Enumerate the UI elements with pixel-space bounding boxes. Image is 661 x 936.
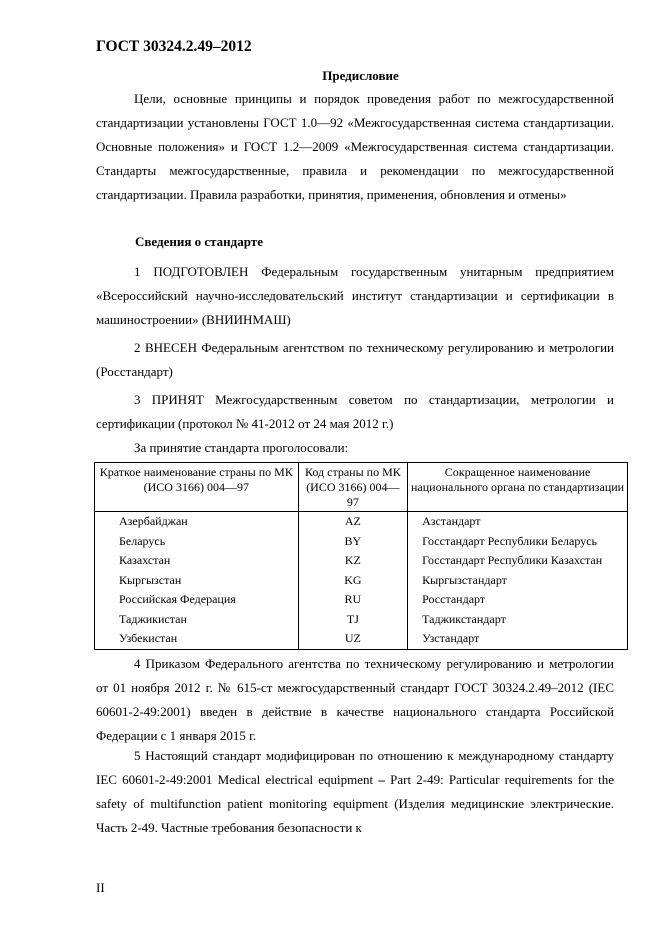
table-row [95, 532, 628, 552]
item5-start: 5 Настоящий стандарт модифицирован по отношению к международному стандарту IEC 60601-2-49:2001 Medical electrical equipment [96, 748, 614, 787]
code-cell: KG [298, 571, 408, 591]
country-cell: Беларусь [95, 532, 299, 552]
country-cell: Азербайджан [95, 512, 299, 532]
organ-cell: Таджикстандарт [408, 610, 628, 630]
item5-dash: – [378, 772, 385, 787]
table-row [95, 610, 628, 630]
header-code: Код страны по МК (ИСО 3166) 004—97 [298, 463, 408, 512]
code-cell: RU [298, 590, 408, 610]
organ-cell: Госстандарт Республики Казахстан [408, 551, 628, 571]
table-row [95, 571, 628, 591]
organ-cell: Кыргызстандарт [408, 571, 628, 591]
info-item-4: 4 Приказом Федерального агентства по техническому регулированию и метрологии от 01 ноября 2012 г. № 615-ст межгосударственный стандарт ГОСТ 30324.2.49–2012 (IEC 60601-2-49:2001) введен в действие в качестве национального стандарта Российской Федерации с 1 января 2015 г. [96, 656, 614, 743]
table-row [95, 512, 628, 532]
country-cell: Кыргызстан [95, 571, 299, 591]
info-item-1: 1 ПОДГОТОВЛЕН Федеральным государственным унитарным предприятием «Всероссийский научно-исследовательский институт стандартизации и сертификации в машиностроении» (ВНИИНМАШ) [96, 264, 614, 327]
info-item-3: 3 ПРИНЯТ Межгосударственным советом по стандартизации, метрологии и сертификации (протокол № 41-2012 от 24 мая 2012 г.) [96, 392, 614, 431]
info-item-2: 2 ВНЕСЕН Федеральным агентством по техническому регулированию и метрологии (Росстандарт) [96, 340, 614, 379]
organ-cell: Госстандарт Республики Беларусь [408, 532, 628, 552]
standard-info-title: Сведения о стандарте [135, 234, 263, 249]
organ-cell: Узстандарт [408, 629, 628, 649]
country-cell: Казахстан [95, 551, 299, 571]
code-cell: KZ [298, 551, 408, 571]
organ-cell: Росстандарт [408, 590, 628, 610]
code-cell: BY [298, 532, 408, 552]
organ-cell: Азстандарт [408, 512, 628, 532]
item5-end: Part 2-49: Particular requirements for the safety of multifunction patient monitoring equipment (Изделия медицинские электрические. Часть 2-49. Частные требования безопасности к [96, 772, 615, 835]
country-cell: Российская Федерация [95, 590, 299, 610]
table-row [95, 551, 628, 571]
table-header-row [95, 463, 628, 512]
info-item-5 [96, 744, 614, 840]
vote-label: За принятие стандарта проголосовали: [134, 440, 349, 455]
table-row [95, 629, 628, 649]
standard-id: ГОСТ 30324.2.49–2012 [96, 38, 252, 55]
page-number: II [96, 880, 105, 895]
country-cell: Узбекистан [95, 629, 299, 649]
members-table [94, 462, 628, 650]
country-cell: Таджикистан [95, 610, 299, 630]
header-organ: Сокращенное наименование национального органа по стандартизации [408, 463, 628, 512]
code-cell: TJ [298, 610, 408, 630]
foreword-intro: Цели, основные принципы и порядок проведения работ по межгосударственной стандартизации установлены ГОСТ 1.0—92 «Межгосударственная система стандартизации. Основные положения» и ГОСТ 1.2—2009 «Межгосударственная система стандартизации. Стандарты межгосударственные, правила и рекомендации по межгосударственной стандартизации. Правила разработки, принятия, применения, обновления и отмены» [96, 91, 614, 202]
header-country: Краткое наименование страны по МК (ИСО 3166) 004—97 [95, 463, 299, 512]
code-cell: UZ [298, 629, 408, 649]
foreword-title: Предисловие [322, 68, 399, 83]
table-row [95, 590, 628, 610]
code-cell: AZ [298, 512, 408, 532]
